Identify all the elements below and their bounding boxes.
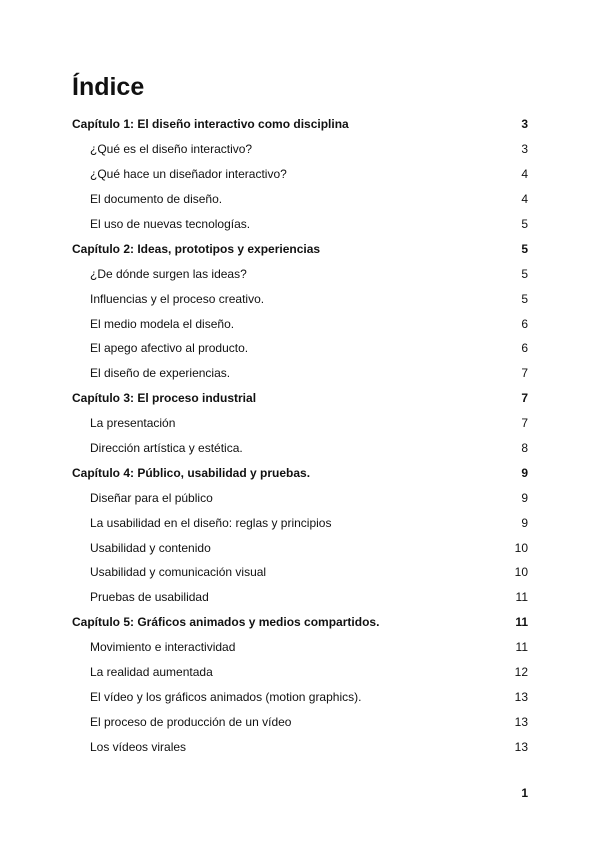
toc-entry-page: 9 (521, 515, 528, 530)
toc-entry-label: El apego afectivo al producto. (90, 341, 249, 356)
toc-entry-page: 5 (521, 217, 528, 231)
toc-chapter-entry[interactable] (72, 610, 528, 635)
toc-section-entry[interactable] (72, 684, 528, 709)
toc-entry-label: ¿De dónde surgen las ideas? (90, 266, 247, 281)
toc-entry-page: 7 (521, 416, 528, 431)
toc-entry-page: 5 (521, 266, 528, 281)
toc-section-entry[interactable] (72, 162, 528, 187)
toc-entry-label: Capítulo 4: Público, usabilidad y pruebas. (72, 465, 311, 480)
toc-entry-label: Usabilidad y comunicación visual (90, 565, 267, 580)
page-title: Índice (72, 73, 145, 101)
toc-entry-label: Capítulo 3: El proceso industrial (72, 391, 257, 406)
table-of-contents (72, 112, 528, 759)
toc-chapter-entry[interactable] (72, 112, 528, 137)
toc-entry-page: 5 (521, 291, 528, 306)
toc-entry-page: 3 (521, 142, 528, 157)
toc-entry-page: 10 (514, 540, 528, 555)
toc-section-entry[interactable] (72, 709, 528, 734)
toc-entry-page: 9 (521, 465, 528, 480)
toc-entry-label: Pruebas de usabilidad (90, 590, 209, 605)
toc-entry-page: 3 (521, 117, 528, 132)
toc-entry-page: 5 (521, 241, 528, 256)
toc-section-entry[interactable] (72, 436, 528, 461)
toc-entry-page: 6 (521, 316, 528, 331)
toc-entry-label: Dirección artística y estética. (90, 441, 243, 456)
page-number: 1 (521, 786, 528, 800)
toc-chapter-entry[interactable] (72, 236, 528, 261)
toc-entry-label: El diseño de experiencias. (90, 366, 231, 381)
toc-entry-label: El uso de nuevas tecnologías. (90, 217, 251, 231)
toc-entry-page: 11 (515, 590, 528, 605)
toc-entry-page: 13 (514, 689, 528, 704)
toc-section-entry[interactable] (72, 734, 528, 759)
toc-section-entry[interactable] (72, 137, 528, 162)
toc-entry-page: 12 (514, 665, 528, 680)
toc-entry-label: El proceso de producción de un vídeo (90, 714, 292, 729)
toc-section-entry[interactable] (72, 560, 528, 585)
toc-entry-label: La usabilidad en el diseño: reglas y principios (90, 515, 332, 530)
toc-section-entry[interactable] (72, 311, 528, 336)
toc-entry-label: Los vídeos virales (90, 739, 187, 754)
toc-entry-page: 4 (521, 167, 528, 182)
toc-entry-page: 4 (521, 192, 528, 207)
toc-section-entry[interactable] (72, 660, 528, 685)
toc-section-entry[interactable] (72, 187, 528, 212)
toc-entry-label: ¿Qué hace un diseñador interactivo? (90, 167, 287, 182)
toc-entry-page: 9 (521, 490, 528, 505)
toc-entry-label: Influencias y el proceso creativo. (90, 291, 265, 306)
toc-chapter-entry[interactable] (72, 460, 528, 485)
toc-section-entry[interactable] (72, 286, 528, 311)
toc-section-entry[interactable] (72, 336, 528, 361)
toc-section-entry[interactable] (72, 261, 528, 286)
toc-entry-label: Capítulo 2: Ideas, prototipos y experiencias (72, 241, 321, 256)
toc-section-entry[interactable] (72, 635, 528, 660)
toc-section-entry[interactable] (72, 485, 528, 510)
toc-entry-label: El medio modela el diseño. (90, 316, 235, 331)
toc-entry-page: 7 (521, 391, 528, 406)
toc-section-entry[interactable] (72, 361, 528, 386)
toc-entry-label: Movimiento e interactividad (90, 640, 236, 655)
toc-entry-label: La realidad aumentada (90, 665, 213, 680)
toc-entry-page: 11 (515, 640, 528, 655)
toc-section-entry[interactable] (72, 535, 528, 560)
toc-entry-page: 6 (521, 341, 528, 356)
toc-entry-label: Capítulo 5: Gráficos animados y medios compartidos. (72, 615, 380, 630)
toc-section-entry[interactable] (72, 212, 528, 237)
toc-entry-page: 10 (514, 565, 528, 580)
toc-chapter-entry[interactable] (72, 386, 528, 411)
toc-entry-page: 11 (515, 615, 528, 630)
toc-entry-label: El documento de diseño. (90, 192, 223, 207)
toc-entry-label: Capítulo 1: El diseño interactivo como disciplina (72, 117, 349, 132)
toc-entry-label: El vídeo y los gráficos animados (motion graphics). (90, 689, 362, 704)
toc-section-entry[interactable] (72, 411, 528, 436)
toc-entry-page: 7 (521, 366, 528, 381)
toc-entry-page: 13 (514, 739, 528, 754)
toc-section-entry[interactable] (72, 510, 528, 535)
toc-entry-page: 8 (521, 441, 528, 456)
toc-entry-page: 13 (514, 714, 528, 729)
toc-section-entry[interactable] (72, 585, 528, 610)
toc-entry-label: Diseñar para el público (90, 490, 213, 505)
toc-entry-label: ¿Qué es el diseño interactivo? (90, 142, 253, 157)
toc-entry-label: Usabilidad y contenido (90, 540, 211, 555)
toc-entry-label: La presentación (90, 416, 176, 431)
